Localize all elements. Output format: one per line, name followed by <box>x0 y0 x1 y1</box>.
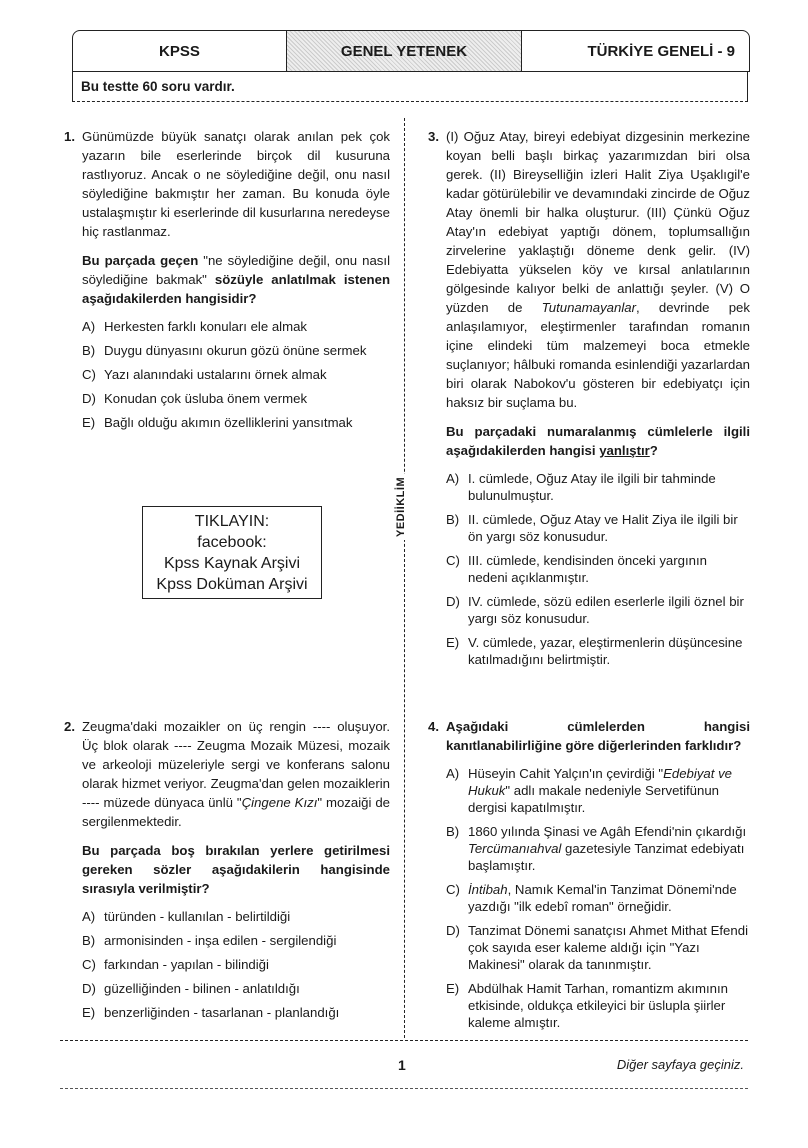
page-footer <box>60 1040 748 1081</box>
ad-line: TIKLAYIN: <box>194 513 270 530</box>
option-e[interactable]: E) Abdülhak Hamit Tarhan, romantizm akımının etkisinde, oldukça etkileyici bir üslupla şiirler kaleme almıştır. <box>446 981 728 1030</box>
option-a[interactable]: A) I. cümlede, Oğuz Atay ile ilgili bir tahminde bulunulmuştur. <box>446 471 716 503</box>
option-b[interactable]: B) Duygu dünyasını okurun gözü önüne sermek <box>82 343 367 358</box>
publisher-brand: YEDİİKLİM <box>395 474 407 540</box>
header-subject: GENEL YETENEK <box>286 31 522 71</box>
option-d[interactable]: D) IV. cümlede, sözü edilen eserlerle ilgili öznel bir yargı söz konusudur. <box>446 594 744 626</box>
ad-line: Kpss Doküman Arşivi <box>156 576 308 593</box>
option-c[interactable]: C) farkından - yapılan - bilindiği <box>82 957 269 972</box>
question-stem: Bu parçada geçen "ne söylediğine değil, onu nasıl söylediğine bakmak" sözüyle anlatılmak istenen aşağıdakilerden hangisidir? <box>82 253 391 306</box>
option-a[interactable]: A) türünden - kullanılan - belirtildiği <box>82 909 291 924</box>
question-number: 1. <box>64 129 75 144</box>
header-exam-name: KPSS <box>159 42 200 60</box>
option-d[interactable]: D) güzelliğinden - bilinen - anlatıldığı <box>82 981 300 996</box>
question-4 <box>428 717 750 1038</box>
footer-divider <box>60 1088 748 1089</box>
test-info: Bu testte 60 soru vardır. <box>72 72 748 102</box>
ad-line: Kpss Kaynak Arşivi <box>163 555 301 572</box>
option-e[interactable]: E) Bağlı olduğu akımın özelliklerini yansıtmak <box>82 415 353 430</box>
option-a[interactable]: A) Hüseyin Cahit Yalçın'ın çevirdiği "Edebiyat ve Hukuk" adlı makale nedeniyle Servetifünun dergisi kapatılmıştır. <box>446 766 733 815</box>
question-number: 3. <box>428 129 439 144</box>
question-passage: (I) Oğuz Atay, bireyi edebiyat dizgesinin merkezine koyan belli başlı birkaç yazarımızdan biri olsa gerek. (II) Bireyselliğin izleri Halit Ziya Uşaklıgil'e kadar götürülebilir ve devamındaki zincirde de Oğuz Atay önemli bir halka oluşturur. (III) Çünkü Oğuz Atay'ın edebiyat yaptığı dönem, toplumsallığın zirvelerine yaklaştığı döneme denk gelir. (IV) Edebiyatta yükselen köy ve kırsal anlatılarının gölgesinde kalıyor belki de anlattığı şeyler. (V) O yüzden de Tutunamayanlar, devrinde pek anlaşılamıyor, eleştirmenler tarafından romanın içine elindeki tüm malzemeyi boca etmekle suçlanıyor; hâlbuki romanda esinlendiği yazarlardan biri olarak Nabokov'u gösteren bir edebiyatçı için haksız bir suçlama bu. <box>446 129 750 410</box>
option-e[interactable]: E) V. cümlede, yazar, eleştirmenlerin düşüncesine katılmadığını belirtmiştir. <box>446 635 743 667</box>
question-number: 4. <box>428 719 439 734</box>
column-divider <box>404 118 405 1038</box>
next-page-note: Diğer sayfaya geçiniz. <box>616 1057 744 1072</box>
facebook-ad-box[interactable] <box>142 506 322 599</box>
header-exam-series: TÜRKİYE GENELİ - 9 <box>587 42 735 60</box>
option-d[interactable]: D) Tanzimat Dönemi sanatçısı Ahmet Mithat Efendi çok sayıda eser kaleme aldığı için "Yazı Makinesi" olarak da tanınmıştır. <box>446 923 748 972</box>
question-1 <box>64 127 390 438</box>
question-number: 2. <box>64 719 75 734</box>
page-number: 1 <box>398 1057 406 1073</box>
page-header <box>72 30 750 72</box>
option-e[interactable]: E) benzerliğinden - tasarlanan - planlandığı <box>82 1005 340 1020</box>
option-d[interactable]: D) Konudan çok üsluba önem vermek <box>82 391 308 406</box>
option-b[interactable]: B) armonisinden - inşa edilen - sergilendiği <box>82 933 337 948</box>
option-c[interactable]: C) İntibah, Namık Kemal'in Tanzimat Dönemi'nde yazdığı "ilk edebî roman" örneğidir. <box>446 882 737 914</box>
question-stem: Aşağıdaki cümlelerden hangisi kanıtlanabilirliğine göre diğerlerinden farklıdır? <box>446 719 750 753</box>
question-2 <box>64 717 390 1028</box>
option-b[interactable]: B) 1860 yılında Şinasi ve Agâh Efendi'nin çıkardığı Tercümanıahval gazetesiyle Tanzimat edebiyatı başlamıştır. <box>446 824 747 873</box>
option-c[interactable]: C) Yazı alanındaki ustalarını örnek almak <box>82 367 327 382</box>
question-passage: Günümüzde büyük sanatçı olarak anılan pek çok yazarın bile eserlerinde birçok dil kusuruna rastlıyoruz. Ancak o ne söylediğine değil, onu nasıl söylediğine bakmıştır her zaman. Bu konuda öyle ustalaşmıştır ki eserlerinde dil kusurlarına neredeyse hiç rastlanmaz. <box>82 129 390 239</box>
question-stem: Bu parçada boş bırakılan yerlere getirilmesi gereken sözler aşağıdakilerin hangisinde sırasıyla verilmiştir? <box>82 843 390 896</box>
question-stem: Bu parçadaki numaralanmış cümlelerle ilgili aşağıdakilerden hangisi yanlıştır? <box>446 424 750 458</box>
question-passage: Zeugma'daki mozaikler on üç rengin ---- oluşuyor. Üç blok olarak ---- Zeugma Mozaik Müzesi, mozaik ve arkeoloji müzeleriyle sergi ve konferans salonu olarak hizmet veriyor. Zeugma'dan gelen mozaiklerin ---- müzede dünyaca ünlü "Çingene Kızı" mozaiği de sergilenmektedir. <box>82 719 390 829</box>
option-a[interactable]: A) Herkesten farklı konuları ele almak <box>82 319 308 334</box>
ad-line: facebook: <box>197 534 267 551</box>
question-3 <box>428 127 750 675</box>
option-b[interactable]: B) II. cümlede, Oğuz Atay ve Halit Ziya ile ilgili bir ön yargı söz konusudur. <box>446 512 738 544</box>
option-c[interactable]: C) III. cümlede, kendisinden önceki yargının nedeni açıklanmıştır. <box>446 553 707 585</box>
